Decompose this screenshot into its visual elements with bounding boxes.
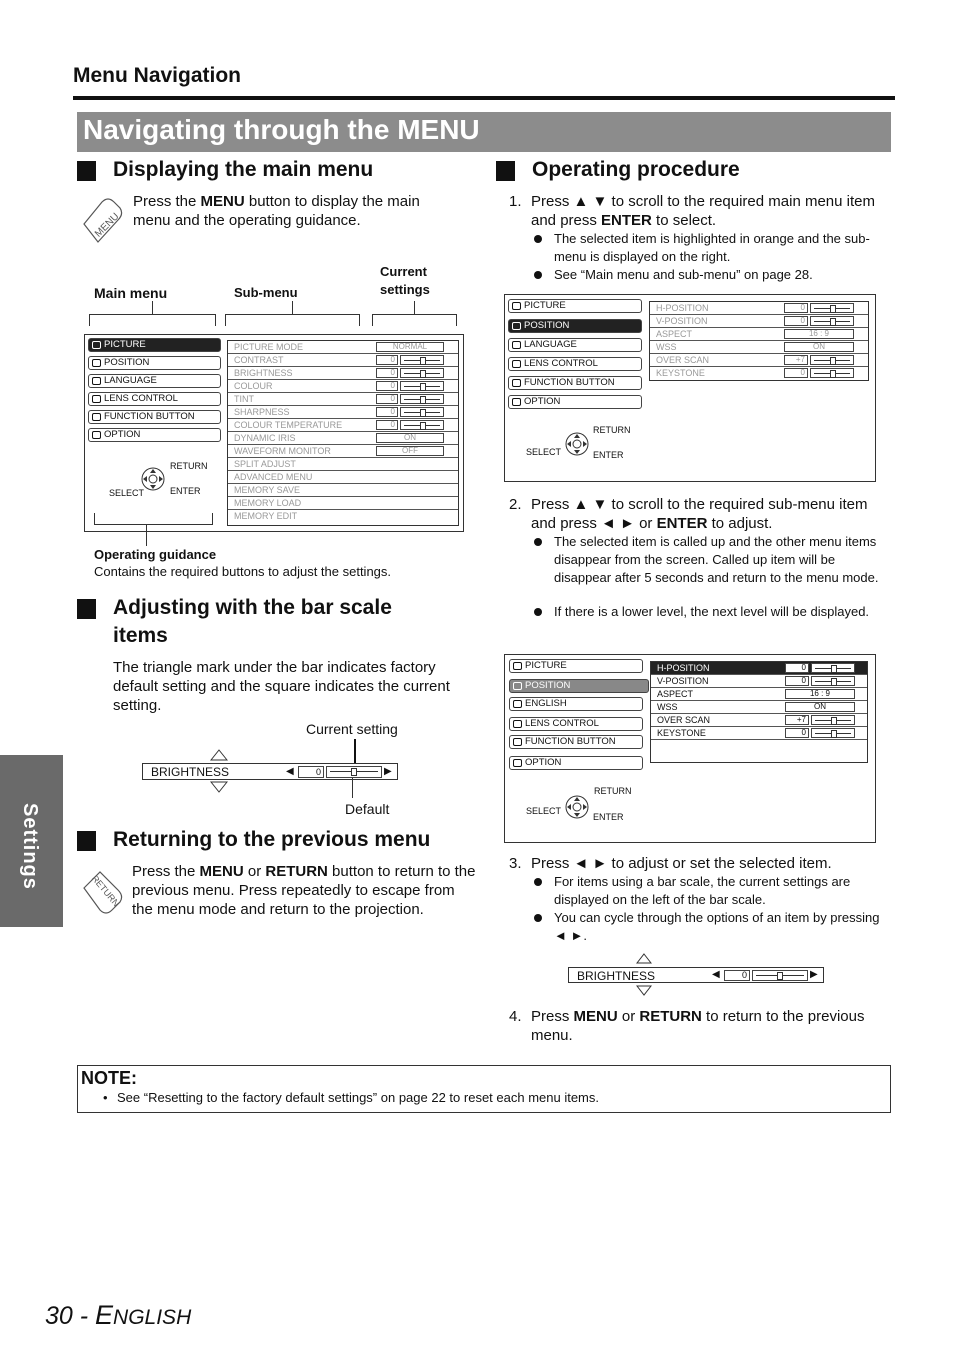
bullet (534, 271, 542, 279)
osd3-select-label: SELECT (526, 806, 562, 816)
current-leader (414, 301, 415, 314)
osd2-sub-row[interactable]: KEYSTONE 0 (650, 367, 868, 380)
step4-number: 4. (509, 1008, 522, 1025)
osd2-sub-row[interactable]: WSS ON (650, 341, 868, 354)
osd2-item-position[interactable]: POSITION (508, 319, 642, 333)
menu-icon-label: MENU (92, 211, 122, 240)
bullet (534, 538, 542, 546)
sub-menu-bracket (225, 314, 360, 326)
osd1-item-function-button[interactable]: FUNCTION BUTTON (88, 410, 221, 424)
page-title: Navigating through the MENU (83, 114, 480, 145)
brightness-bar-step3 (568, 967, 824, 983)
osd3-sub-row[interactable]: OVER SCAN +7 (651, 714, 867, 727)
right-arrow-icon: ▶ (810, 969, 818, 980)
step1-number: 1. (509, 193, 522, 210)
osd1-item-lens-control[interactable]: LENS CONTROL (88, 392, 221, 406)
osd3-item-picture[interactable]: PICTURE (509, 659, 643, 673)
osd1-select-label: SELECT (109, 488, 145, 498)
note-box (77, 1065, 891, 1113)
step1-bullet-2: See “Main menu and sub-menu” on page 28. (554, 267, 813, 282)
osd3-item-option[interactable]: OPTION (509, 756, 643, 770)
section-header: Menu Navigation (73, 64, 242, 87)
heading-returning: Returning to the previous menu (113, 828, 431, 851)
osd3-sub-row[interactable]: V-POSITION 0 (651, 675, 867, 688)
step1-text: Press ▲ ▼ to scroll to the required main menu item and press ENTER to select. (531, 193, 875, 229)
bar-scale (326, 766, 382, 778)
bullet (534, 914, 542, 922)
osd2-dpad-icon (561, 429, 595, 459)
osd2-item-lens-control[interactable]: LENS CONTROL (508, 357, 642, 371)
osd2-item-picture[interactable]: PICTURE (508, 299, 642, 313)
menu-button-icon (78, 194, 124, 246)
osd1-sub-row[interactable]: PICTURE MODE NORMAL (228, 341, 458, 354)
osd3-sub-row[interactable]: KEYSTONE 0 (651, 727, 867, 740)
osd1-item-language[interactable]: LANGUAGE (88, 374, 221, 388)
osd2-return-label: RETURN (593, 425, 631, 435)
triangle-down-marker (210, 781, 228, 793)
step2-text: Press ▲ ▼ to scroll to the required sub-menu item and press ◄ ► or ENTER to adjust. (531, 496, 868, 532)
osd2-sub-row[interactable]: OVER SCAN +7 (650, 354, 868, 367)
bar-scale (752, 970, 808, 981)
osd1-sub-row[interactable]: ADVANCED MENU (228, 471, 458, 484)
bullet (534, 608, 542, 616)
osd3-item-function-button[interactable]: FUNCTION BUTTON (509, 735, 643, 749)
osd3-sub-row[interactable]: WSS ON (651, 701, 867, 714)
bar-value: 0 (724, 970, 750, 981)
step2-bullet-2: If there is a lower level, the next level will be displayed. (554, 604, 870, 619)
heading-adjusting-bar-scale: Adjusting with the bar scale items (113, 596, 392, 647)
heading-operating-procedure: Operating procedure (532, 158, 740, 181)
heading-displaying-main-menu: Displaying the main menu (113, 158, 374, 181)
left-arrow-icon: ◀ (286, 766, 294, 777)
note-bullet: • (103, 1090, 108, 1105)
current-setting-leader (354, 739, 356, 764)
osd2-select-label: SELECT (526, 447, 562, 457)
header-rule (73, 96, 895, 100)
heading-marker (496, 161, 515, 181)
osd1-enter-label: ENTER (170, 486, 201, 496)
osd3-sub-row-selected[interactable]: H-POSITION 0 (651, 662, 867, 675)
return-button-icon (78, 866, 124, 918)
right-arrow-icon: ▶ (384, 766, 392, 777)
guidance-title: Operating guidance (94, 547, 217, 562)
main-menu-bracket (89, 314, 216, 326)
osd2-item-option[interactable]: OPTION (508, 395, 642, 409)
osd2-sub-row[interactable]: H-POSITION 0 (650, 302, 868, 315)
osd1-item-position[interactable]: POSITION (88, 356, 221, 370)
osd1-sub-row[interactable]: MEMORY SAVE (228, 484, 458, 497)
note-text: See “Resetting to the factory default settings” on page 22 to reset each menu items. (117, 1090, 599, 1105)
heading-marker (77, 831, 96, 851)
current-bracket (372, 314, 457, 326)
returning-text: Press the MENU or RETURN button to return to the previous menu. Press repeatedly to escape from the menu mode and return to the projection. (132, 863, 476, 918)
step3-bullet-2: You can cycle through the options of an item by pressing ◄ ►. (554, 910, 880, 943)
osd2-submenu (649, 301, 869, 381)
osd-step1-screen (504, 294, 876, 482)
osd1-sub-row[interactable]: TINT 0 (228, 393, 458, 406)
osd3-enter-label: ENTER (593, 812, 624, 822)
osd3-dpad-icon (561, 792, 595, 822)
osd1-sub-row[interactable]: DYNAMIC IRIS ON (228, 432, 458, 445)
osd1-sub-row[interactable]: MEMORY EDIT (234, 511, 298, 521)
osd1-sub-row[interactable]: SPLIT ADJUST (228, 458, 458, 471)
osd3-submenu (650, 661, 868, 763)
sub-menu-leader (292, 301, 293, 314)
osd3-item-lens-control[interactable]: LENS CONTROL (509, 717, 643, 731)
guidance-bracket (94, 513, 213, 525)
osd2-sub-row[interactable]: V-POSITION 0 (650, 315, 868, 328)
label-default: Default (345, 801, 390, 817)
return-icon-label: RETURN (89, 873, 122, 909)
display-main-text: Press the MENU button to display the main menu and the operating guidance. (133, 193, 420, 229)
triangle-down-marker (636, 985, 652, 996)
osd1-sub-row[interactable]: WAVEFORM MONITOR OFF (228, 445, 458, 458)
page-title-bar (77, 112, 891, 152)
osd3-sub-row[interactable]: ASPECT 16 : 9 (651, 688, 867, 701)
osd2-item-language[interactable]: LANGUAGE (508, 338, 642, 352)
osd2-item-function-button[interactable]: FUNCTION BUTTON (508, 376, 642, 390)
bar-label: BRIGHTNESS (151, 765, 230, 779)
note-title: NOTE: (81, 1068, 137, 1088)
triangle-up-marker (210, 749, 228, 761)
step1-bullet-1: The selected item is highlighted in orange and the sub-menu is displayed on the right. (554, 231, 870, 264)
label-current-settings: Current settings (380, 264, 430, 297)
step2-bullet-1: The selected item is called up and the other menu items disappear from the screen. Called up item will be disappear after 5 seconds and return to the menu mode. (554, 534, 879, 585)
osd3-return-label: RETURN (594, 786, 632, 796)
osd2-sub-row[interactable]: ASPECT 16 : 9 (650, 328, 868, 341)
label-main-menu: Main menu (94, 285, 168, 301)
osd1-sub-row[interactable]: MEMORY LOAD (228, 497, 458, 510)
osd-main-menu-screen (84, 334, 464, 532)
step3-text: Press ◄ ► to adjust or set the selected item. (531, 855, 832, 872)
left-arrow-icon: ◀ (712, 969, 720, 980)
guidance-leader (146, 525, 147, 546)
osd1-sub-row[interactable]: BRIGHTNESS 0 (228, 367, 458, 380)
step3-number: 3. (509, 855, 522, 872)
label-sub-menu: Sub-menu (234, 285, 298, 300)
bar-value: 0 (298, 766, 324, 778)
osd1-sub-row[interactable]: SHARPNESS 0 (228, 406, 458, 419)
osd3-item-position[interactable]: POSITION (509, 679, 649, 693)
brightness-bar-example (142, 763, 398, 780)
step3-bullet-1: For items using a bar scale, the current settings are displayed on the left of the bar scale. (554, 874, 851, 907)
osd1-sub-row[interactable]: COLOUR 0 (228, 380, 458, 393)
osd1-sub-row[interactable]: CONTRAST 0 (228, 354, 458, 367)
osd1-sub-row[interactable]: COLOUR TEMPERATURE 0 (228, 419, 458, 432)
step4-text: Press MENU or RETURN to return to the previous menu. (531, 1008, 865, 1044)
osd1-item-option[interactable]: OPTION (88, 428, 221, 442)
label-current-setting: Current setting (306, 721, 398, 737)
adjust-text: The triangle mark under the bar indicates factory default setting and the square indicates the current setting. (113, 659, 450, 714)
osd3-item-english[interactable]: ENGLISH (509, 697, 643, 711)
guidance-text: Contains the required buttons to adjust the settings. (94, 564, 392, 579)
side-tab-label: Settings (19, 803, 41, 890)
osd1-submenu (227, 340, 459, 526)
default-leader (352, 778, 353, 798)
osd1-return-label: RETURN (170, 461, 208, 471)
bar-label: BRIGHTNESS (577, 969, 656, 983)
settings-side-tab (0, 755, 63, 927)
bullet (534, 878, 542, 886)
osd1-item-picture[interactable]: PICTURE (88, 338, 221, 352)
osd-step2-screen (504, 654, 876, 843)
heading-marker (77, 599, 96, 619)
heading-marker (77, 161, 96, 181)
step2-number: 2. (509, 496, 522, 513)
osd2-enter-label: ENTER (593, 450, 624, 460)
page-footer: 30 - ENGLISH (45, 1300, 192, 1330)
main-menu-leader (152, 301, 153, 314)
triangle-up-marker (636, 953, 652, 964)
bullet (534, 235, 542, 243)
